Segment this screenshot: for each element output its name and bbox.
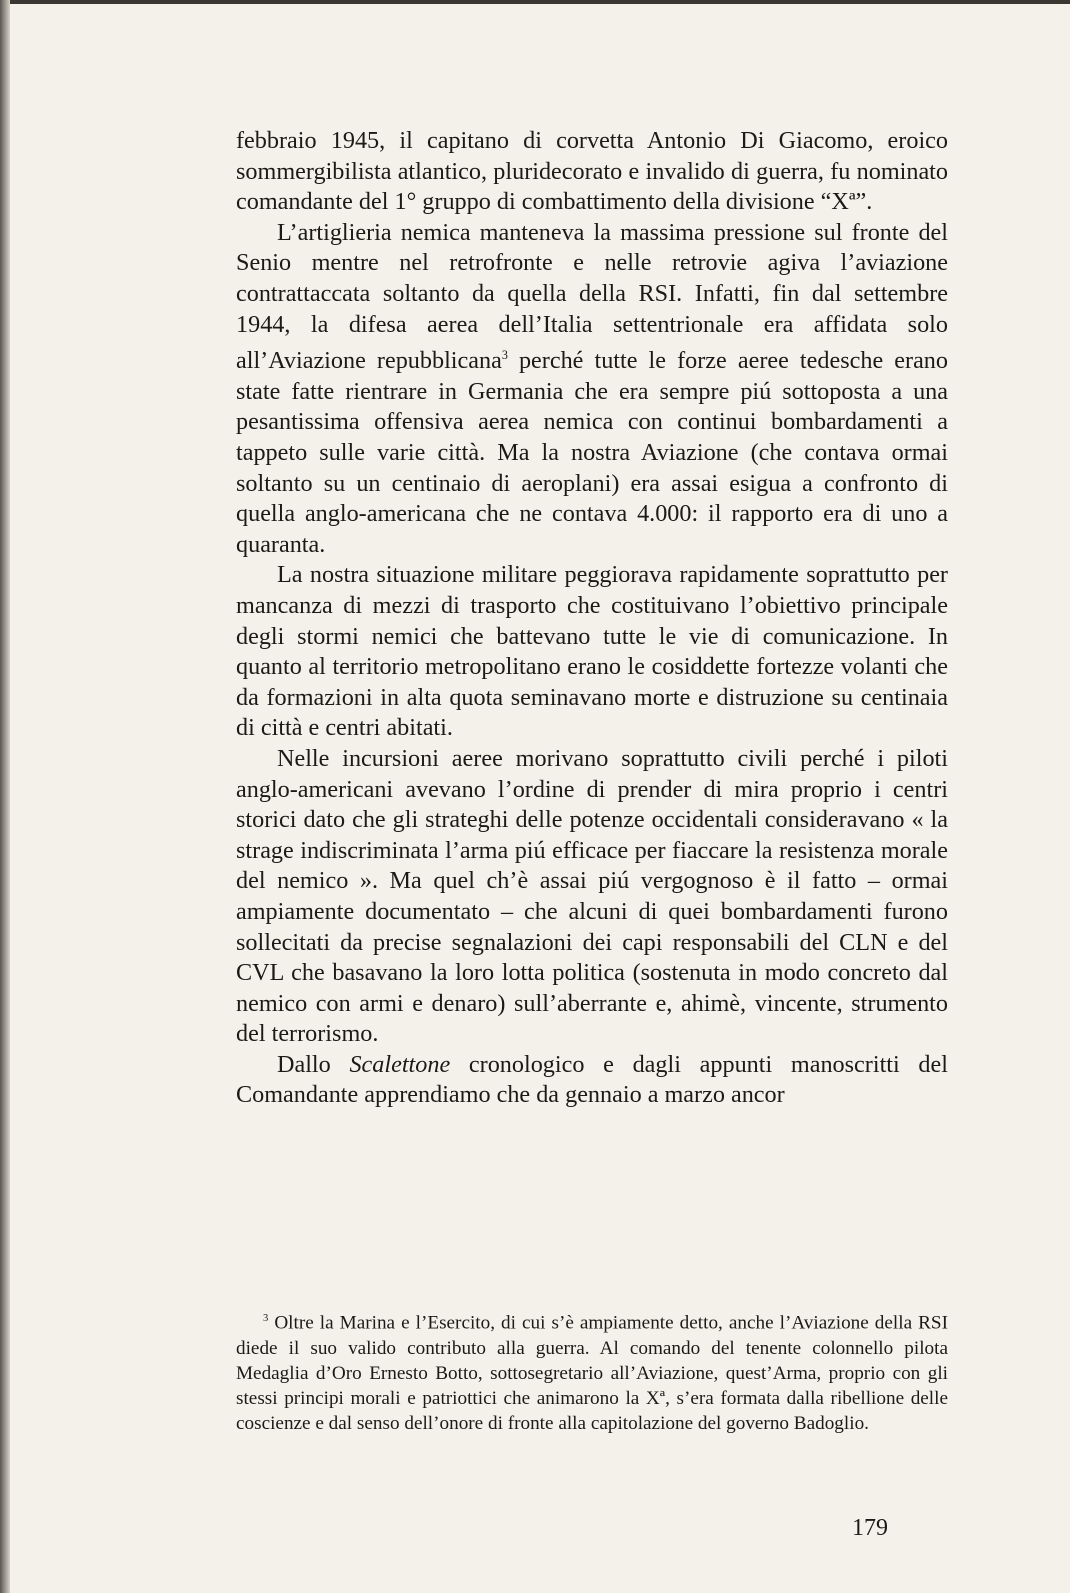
paragraph-4: Nelle incursioni aeree morivano soprattutto civili perché i piloti anglo-americani avevano l’ordine di prender di mira proprio i centri storici dato che gli strateghi delle potenze occidentali consideravano « la strage indiscriminata l’arma piú efficace per fiaccare la resistenza morale del nemico ». Ma quel ch’è assai piú vergognoso è il fatto – ormai ampiamente documentato – che alcuni di quei bombardamenti furono sollecitati da precise segnalazioni dei capi responsabili del CLN e del CVL che basavano la loro lotta politica (sostenuta in modo concreto dal nemico con armi e denaro) sull’aberrante e, ahimè, vincente, strumento del terrorismo. <box>236 744 948 1048</box>
paragraph-1: febbraio 1945, il capitano di corvetta Antonio Di Giacomo, eroico sommergibilista atlantico, pluridecorato e invalido di guerra, fu nominato comandante del 1° gruppo di combattimento della divisione “Xª”. <box>236 127 948 216</box>
footnote-block <box>236 1306 948 1436</box>
paragraph-5-start: Dallo <box>277 1050 350 1078</box>
paragraph-2-part-b: perché tutte le forze aeree tedesche erano state fatte rientrare in Germania che era sempre piú sottoposta a una pesantissima offensiva aerea nemica con continui bombardamenti a tappeto sulle varie città. Ma la nostra Aviazione (che contava ormai soltanto su un centinaio di aeroplani) era assai esigua a confronto di quella anglo-americana che ne contava 4.000: il rapporto era di uno a quaranta. <box>236 347 948 558</box>
footnote-marker: 3 <box>263 1313 269 1324</box>
footnote-reference: 3 <box>501 348 508 363</box>
paragraph-5-italic-title: Scalettone <box>349 1050 451 1078</box>
scan-binding-edge <box>0 0 10 1593</box>
paragraph-5-rest: cronologico e dagli appunti manoscritti del Comandante apprendiamo che da gennaio a marzo ancor <box>236 1050 948 1109</box>
paragraph-3: La nostra situazione militare peggiorava rapidamente soprattutto per mancanza di mezzi di trasporto che costituivano l’obiettivo principale degli stormi nemici che battevano tutte le vie di comunicazione. In quanto al territorio metropolitano erano le cosiddette fortezze volanti che da formazioni in alta quota seminavano morte e distruzione su centinaia di città e centri abitati. <box>236 561 948 742</box>
footnote-text: Oltre la Marina e l’Esercito, di cui s’è ampiamente detto, anche l’Aviazione della RSI diede il suo valido contributo alla guerra. Al comando del tenente colonnello pilota Medaglia d’Oro Ernesto Botto, sottosegretario all’Aviazione, quest’Arma, proprio con gli stessi principi morali e patriottici che animarono la Xª, s’era formata dalla ribellione delle coscienze e dal senso dell’onore di fronte alla capitolazione del governo Badoglio. <box>236 1312 948 1435</box>
paragraph-2 <box>236 218 948 561</box>
scan-top-edge <box>0 0 1070 4</box>
page-number: 179 <box>852 1515 888 1541</box>
paragraph-2-part-a: L’artiglieria nemica manteneva la massima pressione sul fronte del Senio mentre nel retrofronte e nelle retrovie agiva l’aviazione contrattaccata soltanto da quella della RSI. Infatti, fin dal settembre 1944, la difesa aerea dell’Italia settentrionale era affidata solo all’Aviazione repubblicana <box>236 218 948 375</box>
paragraph-5 <box>236 1050 948 1111</box>
main-text-block <box>236 126 948 1111</box>
footnote-3 <box>236 1306 948 1436</box>
